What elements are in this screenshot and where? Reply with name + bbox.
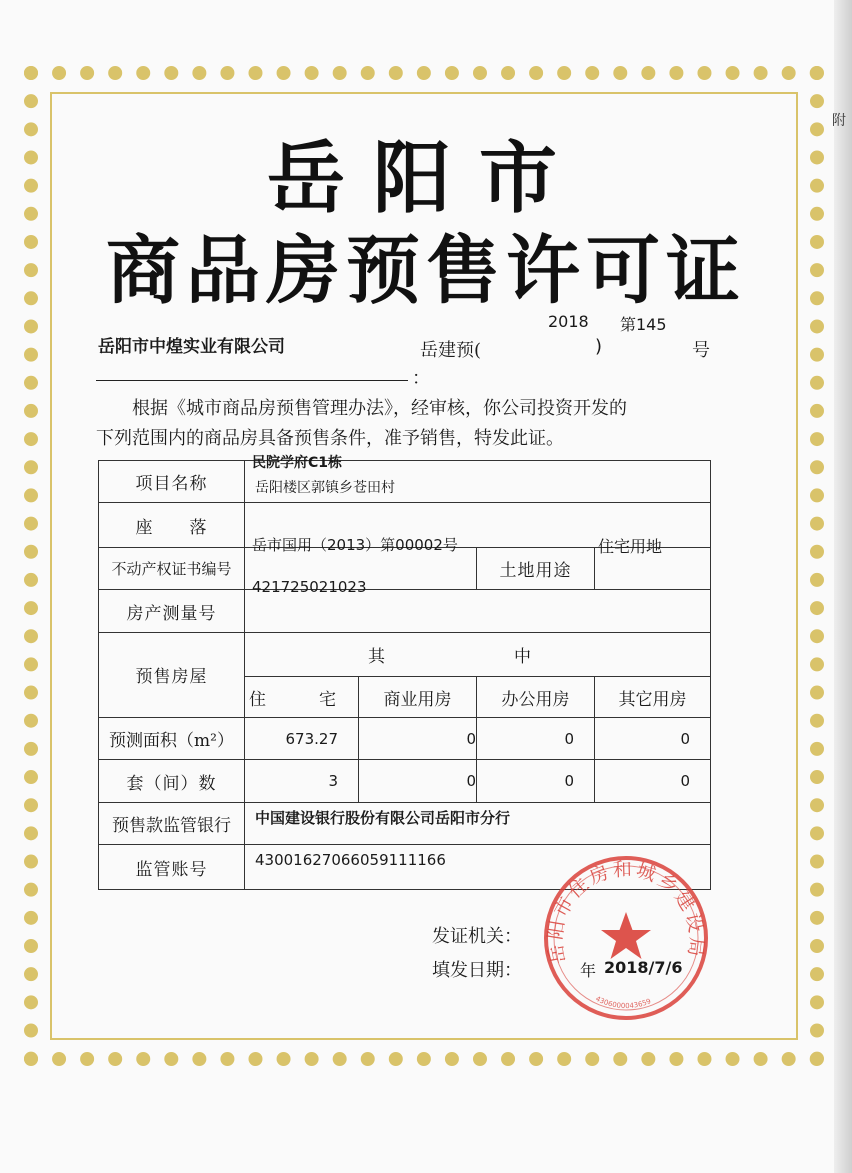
area-office: 0 — [477, 717, 595, 759]
area-other: 0 — [595, 717, 711, 759]
permit-prefix: 岳建预( — [420, 340, 482, 361]
cert-value-2: 421725021023 — [252, 578, 367, 596]
row-project — [99, 461, 711, 503]
qizhong-label: 其 中 — [245, 632, 711, 677]
body-line-1: 根据《城市商品房预售管理办法》，经审核，你公司投资开发的 — [132, 398, 627, 419]
official-seal — [540, 852, 712, 1024]
account-label: 监管账号 — [99, 845, 245, 890]
title-city: 岳阳市 — [266, 134, 585, 224]
units-office: 0 — [477, 760, 595, 802]
row-presale-header — [99, 632, 711, 677]
cert-label: 不动产权证书编号 — [99, 548, 245, 590]
date-label: 填发日期： — [432, 960, 522, 981]
col-other: 其它用房 — [595, 677, 711, 717]
body-paragraph — [96, 394, 736, 454]
info-table — [98, 460, 711, 890]
presale-label: 预售房屋 — [99, 632, 245, 717]
col-office: 办公用房 — [477, 677, 595, 717]
permit-paren-close: ) — [595, 336, 603, 357]
project-value: 民院学府C1栋 — [252, 455, 343, 471]
area-residential: 673.27 — [245, 717, 359, 759]
blank-underline — [96, 380, 408, 381]
permit-number: 第145 — [620, 315, 667, 334]
body-line-2: 下列范围内的商品房具备预售条件，准予销售，特发此证。 — [96, 428, 564, 449]
row-bank — [99, 802, 711, 844]
bank-value: 中国建设银行股份有限公司岳阳市分行 — [245, 802, 711, 844]
date-year-char: 年 — [580, 961, 597, 980]
company-name: 岳阳市中煌实业有限公司 — [98, 337, 285, 357]
area-label: 预测面积（m²） — [99, 717, 245, 759]
location-label: 座 落 — [99, 503, 245, 548]
cert-value-1: 岳市国用（2013）第00002号 — [252, 536, 458, 554]
seal-text: 岳阳市住房和城乡建设局 — [544, 858, 708, 966]
units-commercial: 0 — [359, 760, 477, 802]
account-value: 43001627066059111166 — [245, 845, 711, 890]
row-survey — [99, 590, 711, 632]
project-label: 项目名称 — [99, 461, 245, 503]
land-use-value: 住宅用地 — [598, 537, 663, 556]
units-residential: 3 — [245, 760, 359, 802]
survey-label: 房产测量号 — [99, 590, 245, 632]
permit-suffix: 号 — [692, 340, 710, 361]
star-icon — [601, 912, 651, 959]
blank-colon: ： — [412, 368, 430, 389]
col-residential: 住 宅 — [245, 677, 359, 717]
date-value: 2018/7/6 — [604, 958, 683, 977]
issuer-label: 发证机关： — [432, 926, 522, 947]
survey-value — [245, 590, 711, 632]
title-certificate: 商品房预售许可证 — [106, 228, 746, 314]
row-units — [99, 760, 711, 802]
area-commercial: 0 — [359, 717, 477, 759]
col-commercial: 商业用房 — [359, 677, 477, 717]
land-use-label: 土地用途 — [477, 548, 595, 590]
location-value: 岳阳楼区郭镇乡苍田村 — [245, 461, 711, 503]
bank-label: 预售款监管银行 — [99, 802, 245, 844]
seal-code: 4306000043659 — [594, 994, 653, 1011]
units-label: 套（间）数 — [99, 760, 245, 802]
units-other: 0 — [595, 760, 711, 802]
side-fragment-text: 附 — [832, 113, 846, 129]
permit-year: 2018 — [548, 312, 589, 331]
row-area — [99, 717, 711, 759]
